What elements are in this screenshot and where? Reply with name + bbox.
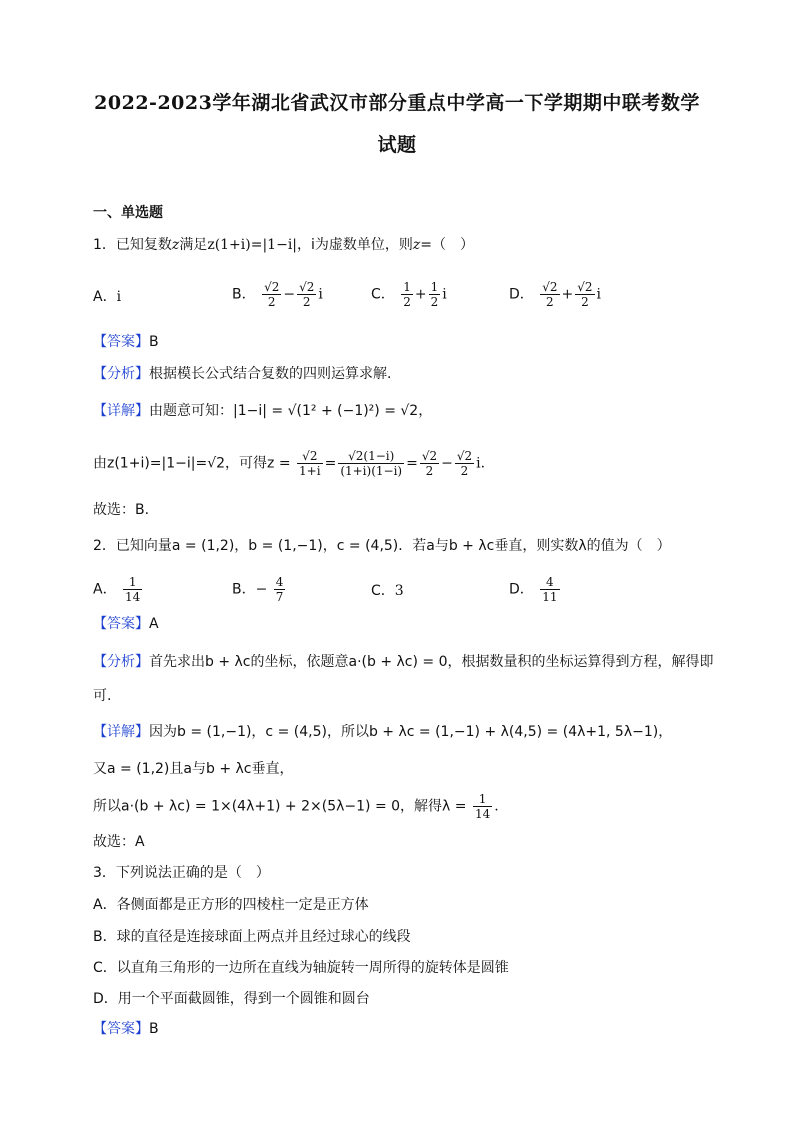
q2-analysis-text1: 首先求出b + λc的坐标，依题意a·(b + λc) = 0，根据数量积的坐标运算得到方程，解得即: [149, 654, 714, 670]
q1-detail-frac1: $\frac{√2}{1+i}$: [299, 449, 321, 478]
page-title-line1: 2022-2023学年湖北省武汉市部分重点中学高一下学期期中联考数学: [94, 92, 700, 114]
q1-option-b-frac2: $\frac{√2}{2}$: [299, 280, 315, 309]
q2-answer: [93, 614, 159, 634]
q1-stem-z: z: [171, 237, 180, 253]
q1-option-c-label: C．: [371, 286, 395, 303]
q1-analysis: [93, 364, 391, 384]
q2-detail-text1: 因为b = (1,−1)，c = (4,5)，所以b + λc = (1,−1) + λ(4,5) = (4λ+1, 5λ−1)，: [149, 724, 673, 740]
q2-option-d: [509, 575, 562, 604]
q1-option-b: B． $\frac{√2}{2}$ − $\frac{√2}{2}$ i: [232, 280, 323, 309]
q1-option-b-frac1: $\frac{√2}{2}$: [264, 280, 280, 309]
q1-stem-z2: z: [412, 237, 421, 253]
q2-analysis-line2: 可.: [93, 688, 112, 704]
q3-stem: 3．下列说法正确的是（ ）: [93, 865, 270, 881]
q2-option-b-label: B．: [232, 581, 256, 598]
q2-option-c-value: 3: [394, 583, 404, 599]
q2-option-d-frac: $\frac{4}{11}$: [542, 575, 558, 604]
q1-stem-eq: z(1+i)=|1−i|: [207, 237, 298, 253]
q1-detail-text2: 由z(1+i)=|1−i|=√2，可得z =: [93, 455, 291, 472]
q1-option-d: D． $\frac{√2}{2}$ + $\frac{√2}{2}$ i: [509, 280, 602, 309]
q1-stem-mid: 满足: [179, 237, 208, 253]
q1-option-d-frac1: $\frac{√2}{2}$: [542, 280, 558, 309]
q1-stem-suffix: ，i为虚数单位，则: [297, 237, 413, 253]
q3-answer: [93, 1019, 159, 1039]
q2-option-b-frac: $\frac{4}{7}$: [275, 575, 284, 604]
q2-option-a-label: A．: [93, 581, 117, 598]
q2-answer-value: A: [149, 616, 159, 632]
q1-option-a-value: i: [116, 289, 122, 305]
q1-answer-value: B: [149, 334, 159, 350]
q2-detail-line1: [93, 722, 672, 742]
q2-analysis-line1: [93, 652, 714, 672]
q2-option-c-label: C．: [371, 583, 395, 599]
q2-option-d-label: D．: [509, 581, 534, 598]
q3-answer-tag: 【答案】: [93, 1021, 149, 1037]
q3-option-b: B．球的直径是连接球面上两点并且经过球心的线段: [93, 929, 411, 945]
q1-detail-tag: 【详解】: [93, 403, 149, 419]
q2-option-a-frac: $\frac{1}{14}$: [125, 575, 141, 604]
q3-option-d: D．用一个平面截圆锥，得到一个圆锥和圆台: [93, 991, 370, 1007]
q2-option-b: B．− $\frac{4}{7}$: [232, 575, 284, 604]
q1-stem-prefix: 1．已知复数: [93, 237, 172, 253]
q1-detail-frac2: $\frac{√2(1-i)}{(1+i)(1-i)}$: [340, 449, 403, 478]
q2-detail-text3: 所以a·(b + λc) = 1×(4λ+1) + 2×(5λ−1) = 0，解得λ =: [93, 798, 467, 815]
q1-analysis-tag: 【分析】: [93, 366, 149, 382]
q1-option-c-frac2: $\frac{1}{2}$: [430, 280, 439, 309]
q2-choose: 故选：A: [93, 834, 145, 850]
q1-detail-frac3: $\frac{√2}{2}$: [421, 449, 438, 478]
q2-detail-frac: $\frac{1}{14}$: [474, 792, 491, 821]
q2-detail-tag: 【详解】: [93, 724, 149, 740]
q3-option-c: C．以直角三角形的一边所在直线为轴旋转一周所得的旋转体是圆锥: [93, 960, 509, 976]
q1-detail-line1: [93, 401, 432, 421]
q1-option-a-label: A．: [93, 289, 117, 305]
q1-detail-text1: 由题意可知：|1−i| = √(1² + (−1)²) = √2，: [149, 403, 433, 419]
page-title-line2: 试题: [377, 134, 417, 156]
q2-stem: 2．已知向量a = (1,2)，b = (1,−1)，c = (4,5)．若a与b + λc垂直，则实数λ的值为（ ）: [93, 538, 671, 554]
q2-answer-tag: 【答案】: [93, 616, 149, 632]
q3-option-a: A．各侧面都是正方形的四棱柱一定是正方体: [93, 897, 369, 913]
q2-option-c: [371, 581, 404, 601]
q2-option-a: [93, 575, 144, 604]
q1-choose: 故选：B.: [93, 502, 150, 518]
q1-option-c-frac1: $\frac{1}{2}$: [403, 280, 411, 309]
q1-answer: [93, 332, 159, 352]
q1-detail-frac4: $\frac{√2}{2}$: [456, 449, 473, 478]
q1-detail-line2: 由z(1+i)=|1−i|=√2，可得z = $\frac{√2}{1+i}$ = $\frac{√2(1-i)}{(1+i)(1-i)}$ = $\frac{√2}{2}$ − $\frac{√2}{2}$ i.: [93, 449, 486, 478]
q2-analysis-tag: 【分析】: [93, 654, 149, 670]
q1-stem-end: =（ ）: [420, 237, 475, 253]
q1-option-d-frac2: $\frac{√2}{2}$: [577, 280, 593, 309]
q1-analysis-text: 根据模长公式结合复数的四则运算求解.: [149, 366, 392, 382]
section-heading: 一、单选题: [93, 205, 163, 221]
q1-answer-tag: 【答案】: [93, 334, 149, 350]
q1-option-c: C． $\frac{1}{2}$ + $\frac{1}{2}$ i: [371, 280, 447, 309]
q3-answer-value: B: [149, 1021, 159, 1037]
q1-option-a: [93, 287, 121, 307]
q1-option-b-label: B．: [232, 286, 256, 303]
q2-detail-line3: 所以a·(b + λc) = 1×(4λ+1) + 2×(5λ−1) = 0，解得λ = $\frac{1}{14}$ .: [93, 792, 499, 821]
q1-option-d-label: D．: [509, 286, 534, 303]
q1-stem: [93, 235, 474, 255]
q2-detail-line2: 又a = (1,2)且a与b + λc垂直，: [93, 761, 294, 777]
